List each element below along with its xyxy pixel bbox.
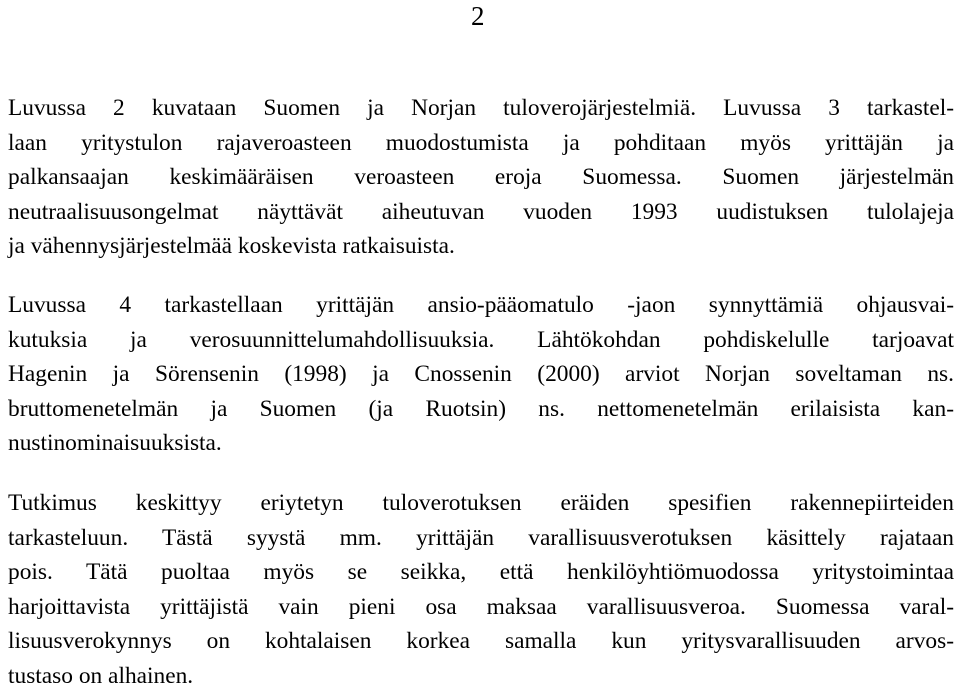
text-line: Tutkimus keskittyy eriytetyn tuloverotuksen eräiden spesifien rakennepiirteiden (8, 490, 954, 516)
text-line: lisuusverokynnys on kohtalaisen korkea samalla kun yritysvarallisuuden arvos- (8, 628, 954, 655)
text-line: bruttomenetelmän ja Suomen (ja Ruotsin) ns. nettomenetelmän erilaisista kan- (8, 395, 954, 422)
text-line: pois. Tätä puoltaa myös se seikka, että henkilöyhtiömuodossa yritystoimintaa (8, 559, 954, 586)
paragraph-chapter-4 (8, 288, 954, 461)
page-number: 2 (471, 1, 485, 31)
text-line: kutuksia ja verosuunnittelumahdollisuuksia. Lähtökohdan pohdiskelulle tarjoavat (8, 326, 954, 353)
text-line: ja vähennysjärjestelmää koskevista ratkaisuista. (8, 233, 455, 260)
text-line: laan yritystulon rajaveroasteen muodostumista ja pohditaan myös yrittäjän ja (8, 129, 954, 156)
text-line: tarkasteluun. Tästä syystä mm. yrittäjän varallisuusverotuksen käsittely rajataan (8, 524, 954, 551)
text-line: harjoittavista yrittäjistä vain pieni osa maksaa varallisuusveroa. Suomessa varal- (8, 593, 954, 620)
text-line: Luvussa 4 tarkastellaan yrittäjän ansio-pääomatulo -jaon synnyttämiä ohjausvai- (8, 292, 954, 318)
text-line: Hagenin ja Sörensenin (1998) ja Cnossenin (2000) arviot Norjan soveltaman ns. (8, 361, 954, 388)
paragraph-scope (8, 486, 954, 694)
text-line: palkansaajan keskimääräisen veroasteen eroja Suomessa. Suomen järjestelmän (8, 164, 954, 191)
text-line: tustaso on alhainen. (8, 662, 194, 689)
paragraph-chapters-2-3 (8, 91, 954, 264)
text-line: Luvussa 2 kuvataan Suomen ja Norjan tuloverojärjestelmiä. Luvussa 3 tarkastel- (8, 95, 954, 121)
text-line: neutraalisuusongelmat näyttävät aiheutuvan vuoden 1993 uudistuksen tulolajeja (8, 198, 954, 225)
text-line: nustinominaisuuksista. (8, 430, 222, 457)
